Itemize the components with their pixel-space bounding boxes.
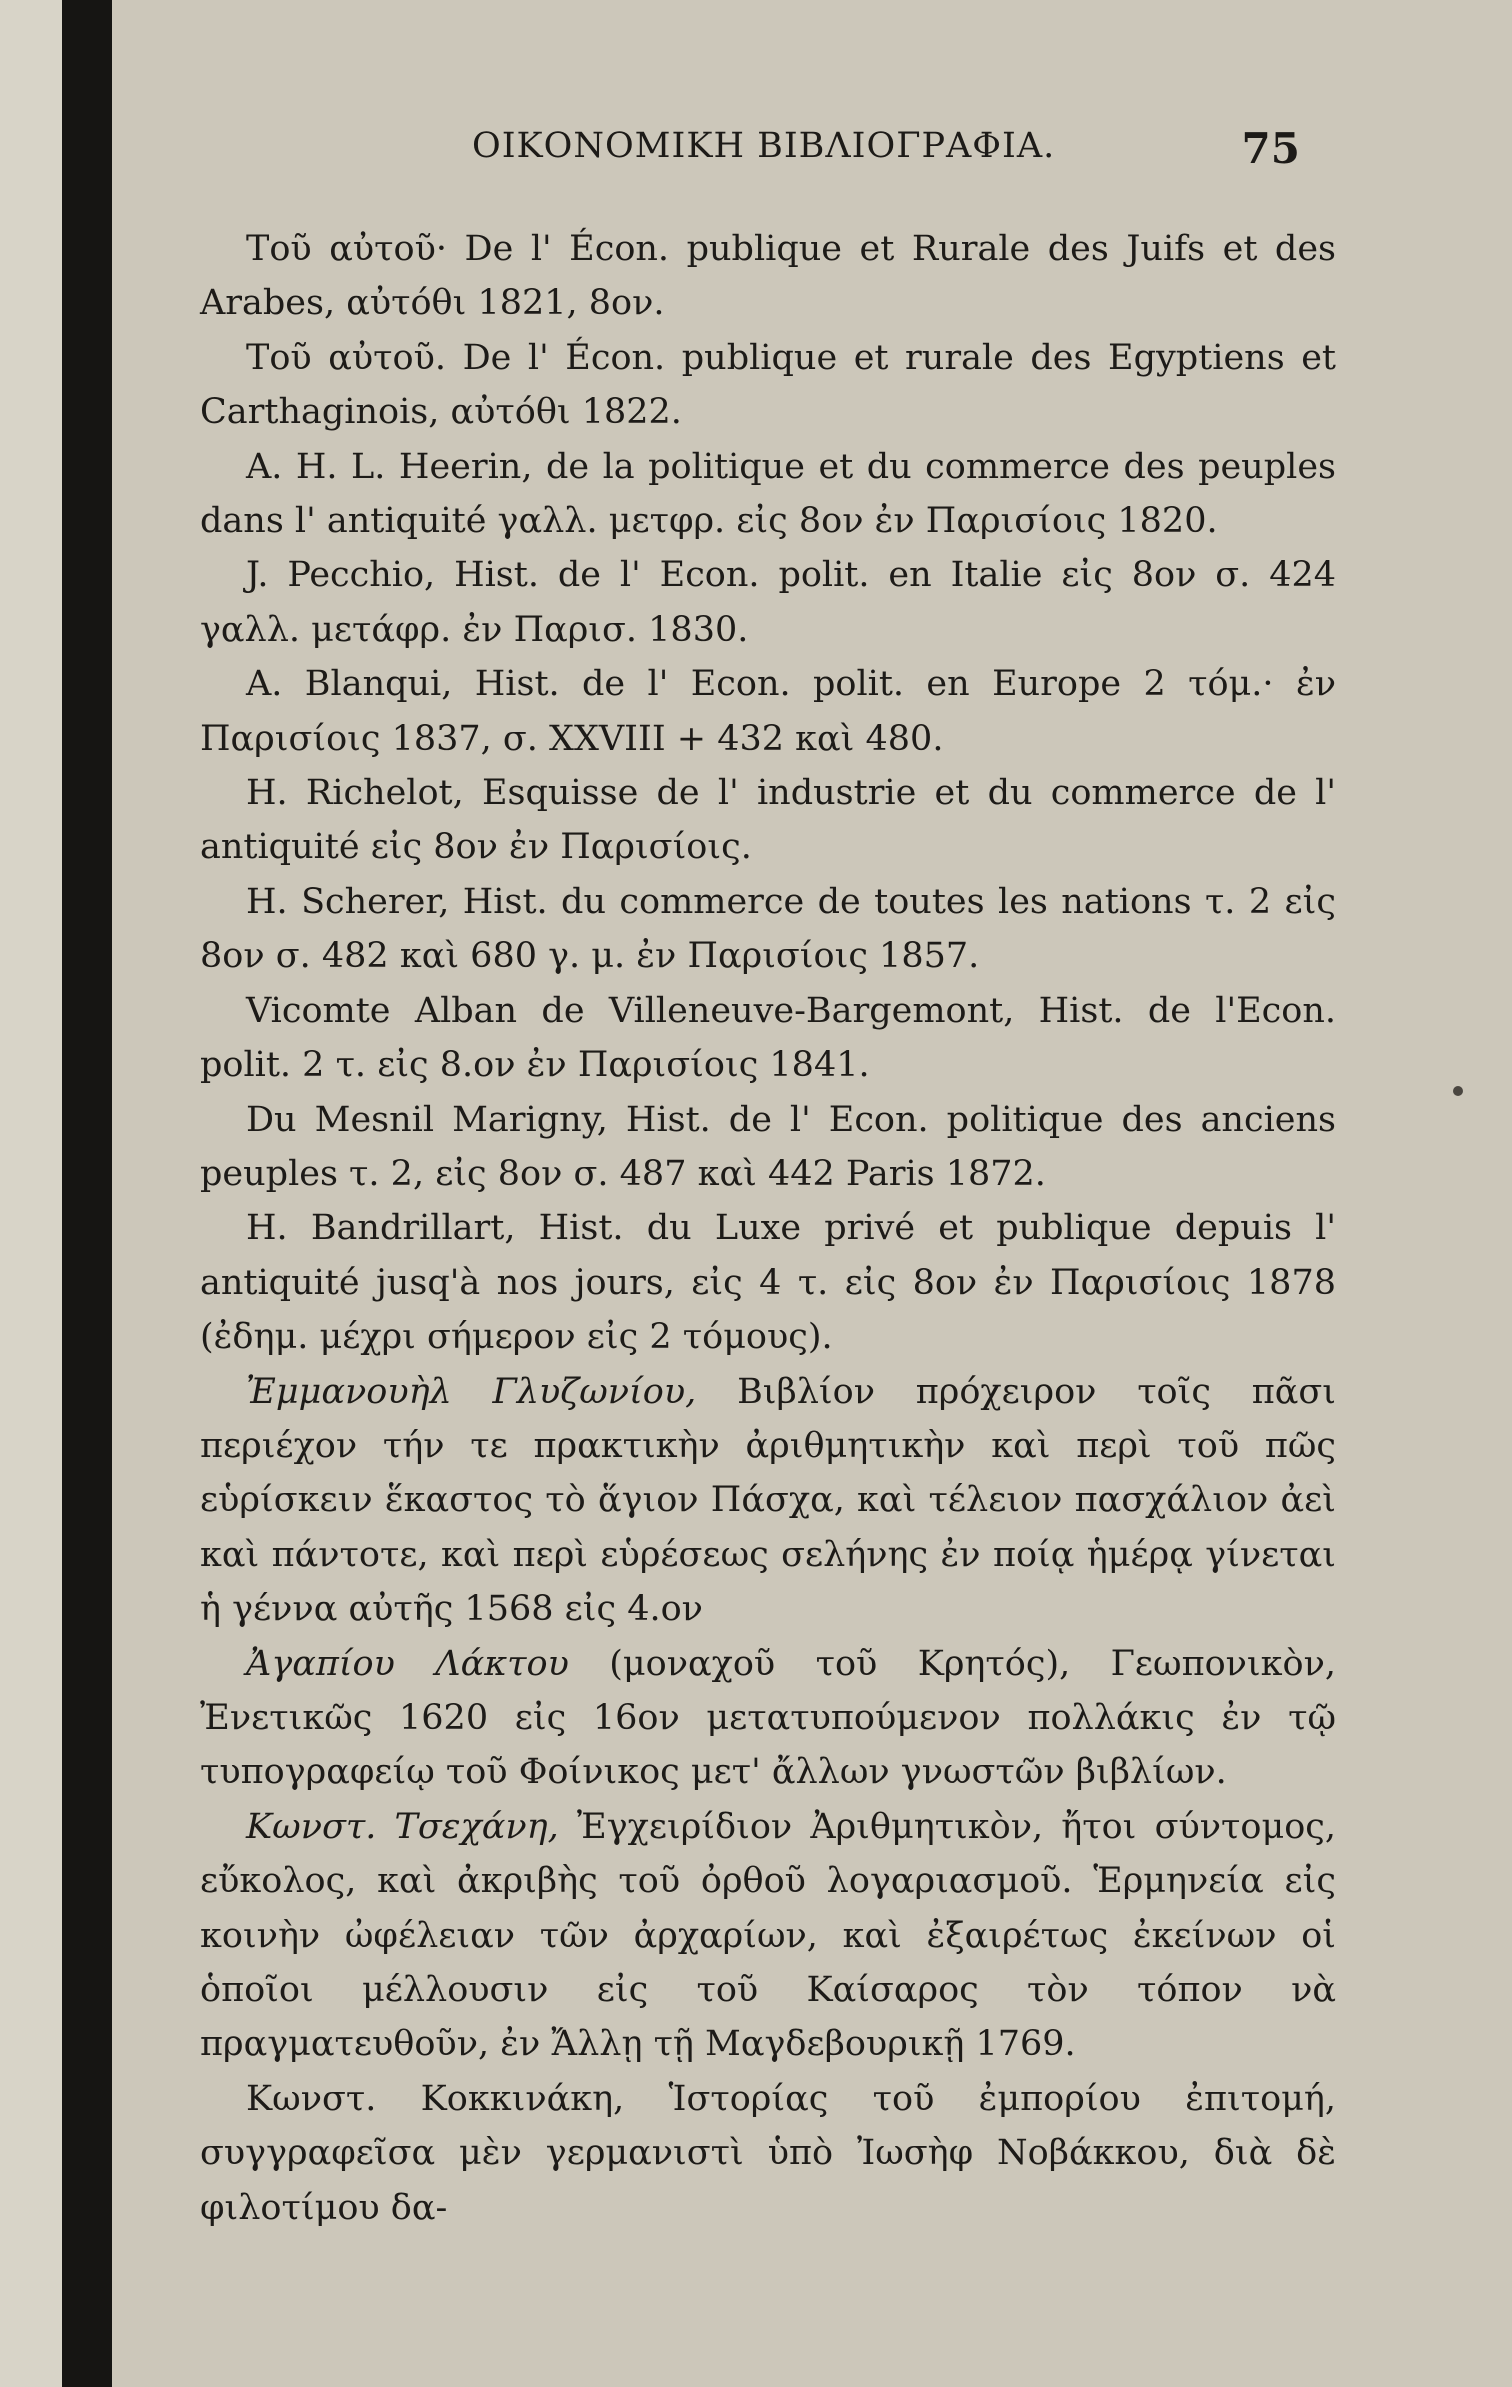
entry-text: A. H. L. Heerin, de la politique et du commerce des peuples dans l' antiquité γαλλ. μετφρ. εἰς 8ον ἐν Παρισίοις 1820. [200, 446, 1336, 542]
entry-text: Du Mesnil Marigny, Hist. de l' Econ. politique des anciens peuples τ. 2, εἰς 8ον σ. 487 καὶ 442 Paris 1872. [200, 1099, 1336, 1194]
bibliography-entry [200, 222, 1336, 331]
bibliography-entry [200, 331, 1336, 440]
entry-text: H. Bandrillart, Hist. du Luxe privé et publique depuis l' antiquité jusq'à nos jours, εἰς 4 τ. εἰς 8ον ἐν Παρισίοις 1878 (ἐδημ. μέχρι σήμερον εἰς 2 τόμους). [200, 1208, 1336, 1358]
bibliography-entry [200, 657, 1336, 766]
bibliography-entry [200, 1201, 1336, 1364]
bibliography-entry [200, 440, 1336, 549]
page-number: 75 [1241, 124, 1300, 173]
entry-text: H. Richelot, Esquisse de l' industrie et du commerce de l' antiquité εἰς 8ον ἐν Παρισίοις. [200, 773, 1336, 868]
bibliography-entry [200, 875, 1336, 984]
entry-text: J. Pecchio, Hist. de l' Econ. polit. en Italie εἰς 8ον σ. 424 γαλλ. μετάφρ. ἐν Παρισ. 1830. [200, 555, 1336, 650]
bibliography-entry [200, 1637, 1336, 1800]
bibliography-entry [200, 1800, 1336, 2072]
entry-text: Ἐγχειρίδιον Ἀριθμητικὸν, ἤτοι σύντομος, εὔκολος, καὶ ἀκριβὴς τοῦ ὀρθοῦ λογαριασμοῦ. Ἑρμηνεία εἰς κοινὴν ὠφέλειαν τῶν ἀρχαρίων, καὶ ἐξαιρέτως ἐκείνων οἱ ὁποῖοι μέλλουσιν εἰς τοῦ Καίσαρος τὸν τόπον νὰ πραγματευθοῦν, ἐν Ἄλλῃ τῇ Μαγδεβουρικῇ 1769. [200, 1806, 1336, 2065]
entry-text: Vicomte Alban de Villeneuve-Bargemont, Hist. de l'Econ. polit. 2 τ. εἰς 8.ον ἐν Παρισίοις 1841. [200, 990, 1336, 1086]
bibliography-entry [200, 1365, 1336, 1637]
bibliography-entry [200, 2072, 1336, 2235]
bibliography-entry [200, 766, 1336, 875]
entry-author: Κωνστ. Τσεχάνη, [246, 1806, 559, 1847]
page-header [400, 126, 1300, 186]
entry-text: Κωνστ. Κοκκινάκη, Ἱστορίας τοῦ ἐμπορίου ἐπιτομή, συγγραφεῖσα μὲν γερμανιστὶ ὑπὸ Ἰωσὴφ Νοβάκκου, διὰ δὲ φιλοτίμου δα- [200, 2078, 1336, 2228]
running-title: ΟΙΚΟΝΟΜΙΚΗ ΒΙΒΛΙΟΓΡΑΦΙΑ. [472, 126, 1056, 166]
entry-text: H. Scherer, Hist. du commerce de toutes les nations τ. 2 εἰς 8ον σ. 482 καὶ 680 γ. μ. ἐν Παρισίοις 1857. [200, 881, 1336, 977]
bibliography-entry [200, 984, 1336, 1093]
entry-author: Ἀγαπίου Λάκτου [246, 1643, 569, 1684]
bibliography-entry [200, 1093, 1336, 1202]
bibliography-entry [200, 548, 1336, 657]
ink-spot [1453, 1086, 1463, 1096]
book-spine-shadow [0, 0, 112, 2387]
entry-text: Βιβλίον πρόχειρον τοῖς πᾶσι περιέχον τήν τε πρακτικὴν ἀριθμητικὴν καὶ περὶ τοῦ πῶς εὑρίσκειν ἕκαστος τὸ ἅγιον Πάσχα, καὶ τέλειον πασχάλιον ἀεὶ καὶ πάντοτε, καὶ περὶ εὑρέσεως σελήνης ἐν ποίᾳ ἡμέρᾳ γίνεται ἡ γέννα αὐτῆς 1568 εἰς 4.ον [200, 1371, 1336, 1630]
entry-text: (μοναχοῦ τοῦ Κρητός), Γεωπονικὸν, Ἐνετικῶς 1620 εἰς 16ον μετατυπούμενον πολλάκις ἐν τῷ τυπογραφείῳ τοῦ Φοίνικος μετ' ἄλλων γνωστῶν βιβλίων. [200, 1643, 1336, 1793]
entry-text: Τοῦ αὐτοῦ· De l' Écon. publique et Rurale des Juifs et des Arabes, αὐτόθι 1821, 8ον. [200, 229, 1336, 324]
entry-text: Τοῦ αὐτοῦ. De l' Écon. publique et rurale des Egyptiens et Carthaginois, αὐτόθι 1822. [200, 337, 1336, 433]
entry-author: Ἐμμανουὴλ Γλυζωνίου, [246, 1371, 697, 1412]
bibliography-text [200, 222, 1336, 2235]
entry-text: A. Blanqui, Hist. de l' Econ. polit. en Europe 2 τόμ.· ἐν Παρισίοις 1837, σ. XXVIII + 432 καὶ 480. [200, 664, 1336, 759]
